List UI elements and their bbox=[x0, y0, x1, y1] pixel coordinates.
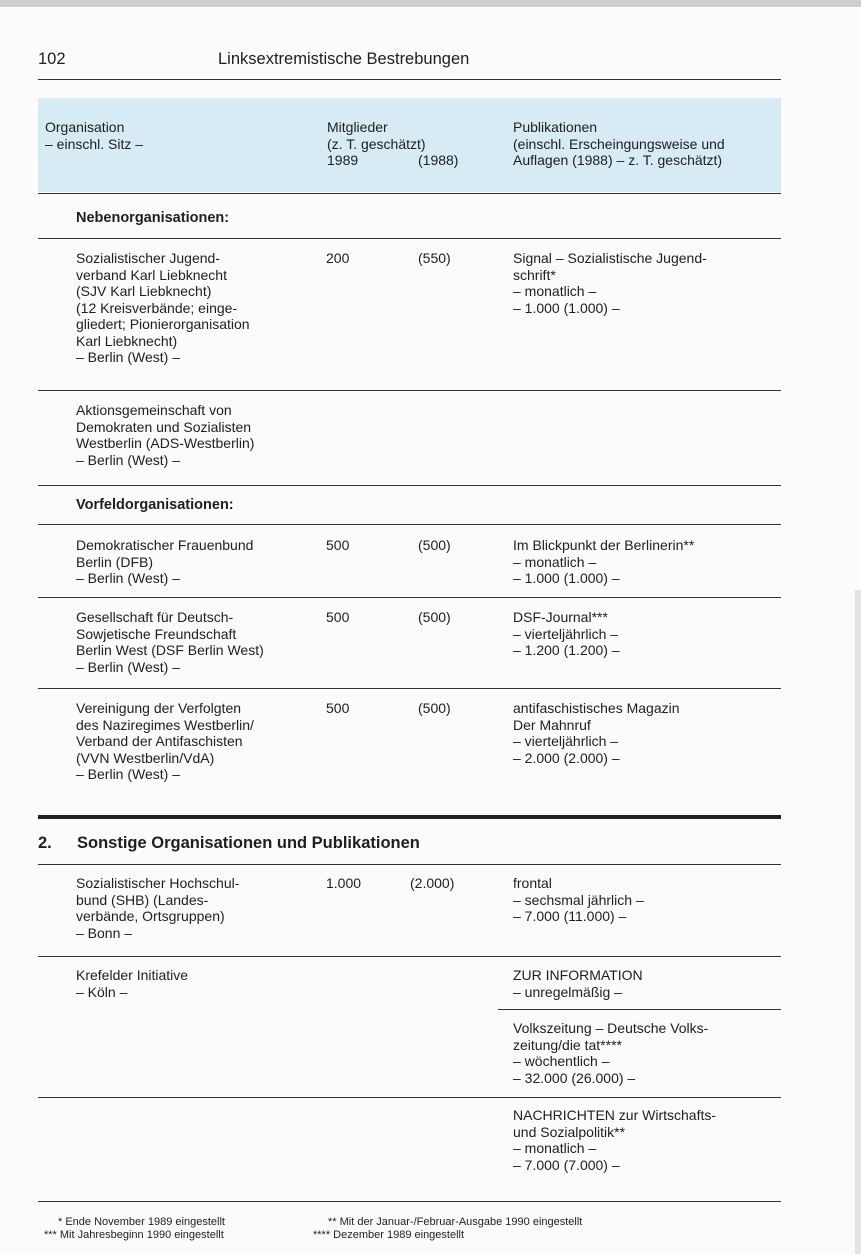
members-1988-cell: (500) bbox=[418, 609, 451, 625]
row-divider bbox=[38, 1097, 781, 1098]
footnote: *** Mit Jahresbeginn 1990 eingestellt bbox=[44, 1229, 224, 1241]
footnote: **** Dezember 1989 eingestellt bbox=[313, 1229, 465, 1241]
members-1989-cell: 500 bbox=[326, 609, 350, 625]
publication-cell: Signal – Sozialistische Jugend- schrift* – monatlich – – 1.000 (1.000) – bbox=[513, 250, 707, 316]
publication-cell: antifaschistisches Magazin Der Mahnruf – vierteljährlich – – 2.000 (2.000) – bbox=[513, 700, 680, 766]
row-divider bbox=[38, 597, 781, 598]
footnote: ** Mit der Januar-/Februar-Ausgabe 1990 eingestellt bbox=[328, 1216, 583, 1228]
members-1989-cell: 200 bbox=[326, 250, 350, 266]
row-divider bbox=[38, 864, 781, 865]
header-rule bbox=[38, 79, 781, 80]
row-divider bbox=[38, 238, 781, 239]
page-title: Linksextremistische Bestrebungen bbox=[218, 50, 470, 68]
col-year-1988: (1988) bbox=[418, 152, 459, 168]
publication-cell: Im Blickpunkt der Berlinerin** – monatlich – – 1.000 (1.000) – bbox=[513, 537, 695, 586]
organisation-cell: Krefelder Initiative – Köln – bbox=[76, 967, 189, 1000]
row-divider bbox=[38, 524, 781, 525]
scan-top-edge bbox=[0, 0, 861, 7]
chapter-number: 2. bbox=[38, 834, 52, 852]
col-mitglieder: Mitglieder (z. T. geschätzt) bbox=[327, 119, 426, 152]
publication-cell: Volkszeitung – Deutsche Volks- zeitung/die tat**** – wöchentlich – – 32.000 (26.000) – bbox=[513, 1020, 709, 1086]
footnote: * Ende November 1989 eingestellt bbox=[58, 1216, 225, 1228]
organisation-cell: Aktionsgemeinschaft von Demokraten und Sozialisten Westberlin (ADS-Westberlin) – Berlin (West) – bbox=[76, 402, 255, 468]
members-1988-cell: (500) bbox=[418, 537, 451, 553]
publication-cell: ZUR INFORMATION – unregelmäßig – bbox=[513, 967, 643, 1000]
section-nebenorganisationen: Nebenorganisationen: bbox=[76, 210, 230, 226]
organisation-cell: Gesellschaft für Deutsch- Sowjetische Freundschaft Berlin West (DSF Berlin West) – Berlin (West) – bbox=[76, 609, 264, 675]
publication-cell: DSF-Journal*** – vierteljährlich – – 1.200 (1.200) – bbox=[513, 609, 620, 658]
table-header-rule bbox=[38, 193, 781, 194]
organisation-cell: Vereinigung der Verfolgten des Naziregimes Westberlin/ Verband der Antifaschisten (VVN Westberlin/VdA) – Berlin (West) – bbox=[76, 700, 254, 782]
publication-cell: frontal – sechsmal jährlich – – 7.000 (11.000) – bbox=[513, 875, 644, 924]
col-publikationen: Publikationen (einschl. Erscheingungsweise und Auflagen (1988) – z. T. geschätzt) bbox=[513, 119, 725, 168]
organisation-cell: Sozialistischer Jugend- verband Karl Liebknecht (SJV Karl Liebknecht) (12 Kreisverbände; einge- gliedert; Pionierorganisation Karl Liebknecht) – Berlin (West) – bbox=[76, 250, 250, 365]
row-divider bbox=[498, 1009, 781, 1010]
row-divider bbox=[38, 390, 781, 391]
table-header bbox=[38, 98, 781, 192]
row-divider bbox=[38, 485, 781, 486]
scan-right-edge bbox=[855, 590, 861, 1254]
section-vorfeldorganisationen: Vorfeldorganisationen: bbox=[76, 497, 234, 513]
organisation-cell: Demokratischer Frauenbund Berlin (DFB) – Berlin (West) – bbox=[76, 537, 254, 586]
organisation-cell: Sozialistischer Hochschul- bund (SHB) (Landes- verbände, Ortsgruppen) – Bonn – bbox=[76, 875, 240, 941]
publication-cell: NACHRICHTEN zur Wirtschafts- und Sozialpolitik** – monatlich – – 7.000 (7.000) – bbox=[513, 1107, 717, 1173]
members-1989-cell: 1.000 bbox=[326, 875, 362, 891]
row-divider bbox=[38, 688, 781, 689]
members-1989-cell: 500 bbox=[326, 537, 350, 553]
row-divider bbox=[38, 956, 781, 957]
footnote-rule bbox=[38, 1201, 781, 1202]
chapter-rule bbox=[38, 815, 781, 819]
members-1988-cell: (500) bbox=[418, 700, 451, 716]
members-1988-cell: (550) bbox=[418, 250, 451, 266]
members-1989-cell: 500 bbox=[326, 700, 350, 716]
col-organisation: Organisation – einschl. Sitz – bbox=[45, 119, 144, 152]
members-1988-cell: (2.000) bbox=[410, 875, 455, 891]
page-number: 102 bbox=[38, 50, 66, 68]
chapter-title: Sonstige Organisationen und Publikationen bbox=[77, 834, 420, 852]
col-year-1989: 1989 bbox=[327, 152, 359, 168]
